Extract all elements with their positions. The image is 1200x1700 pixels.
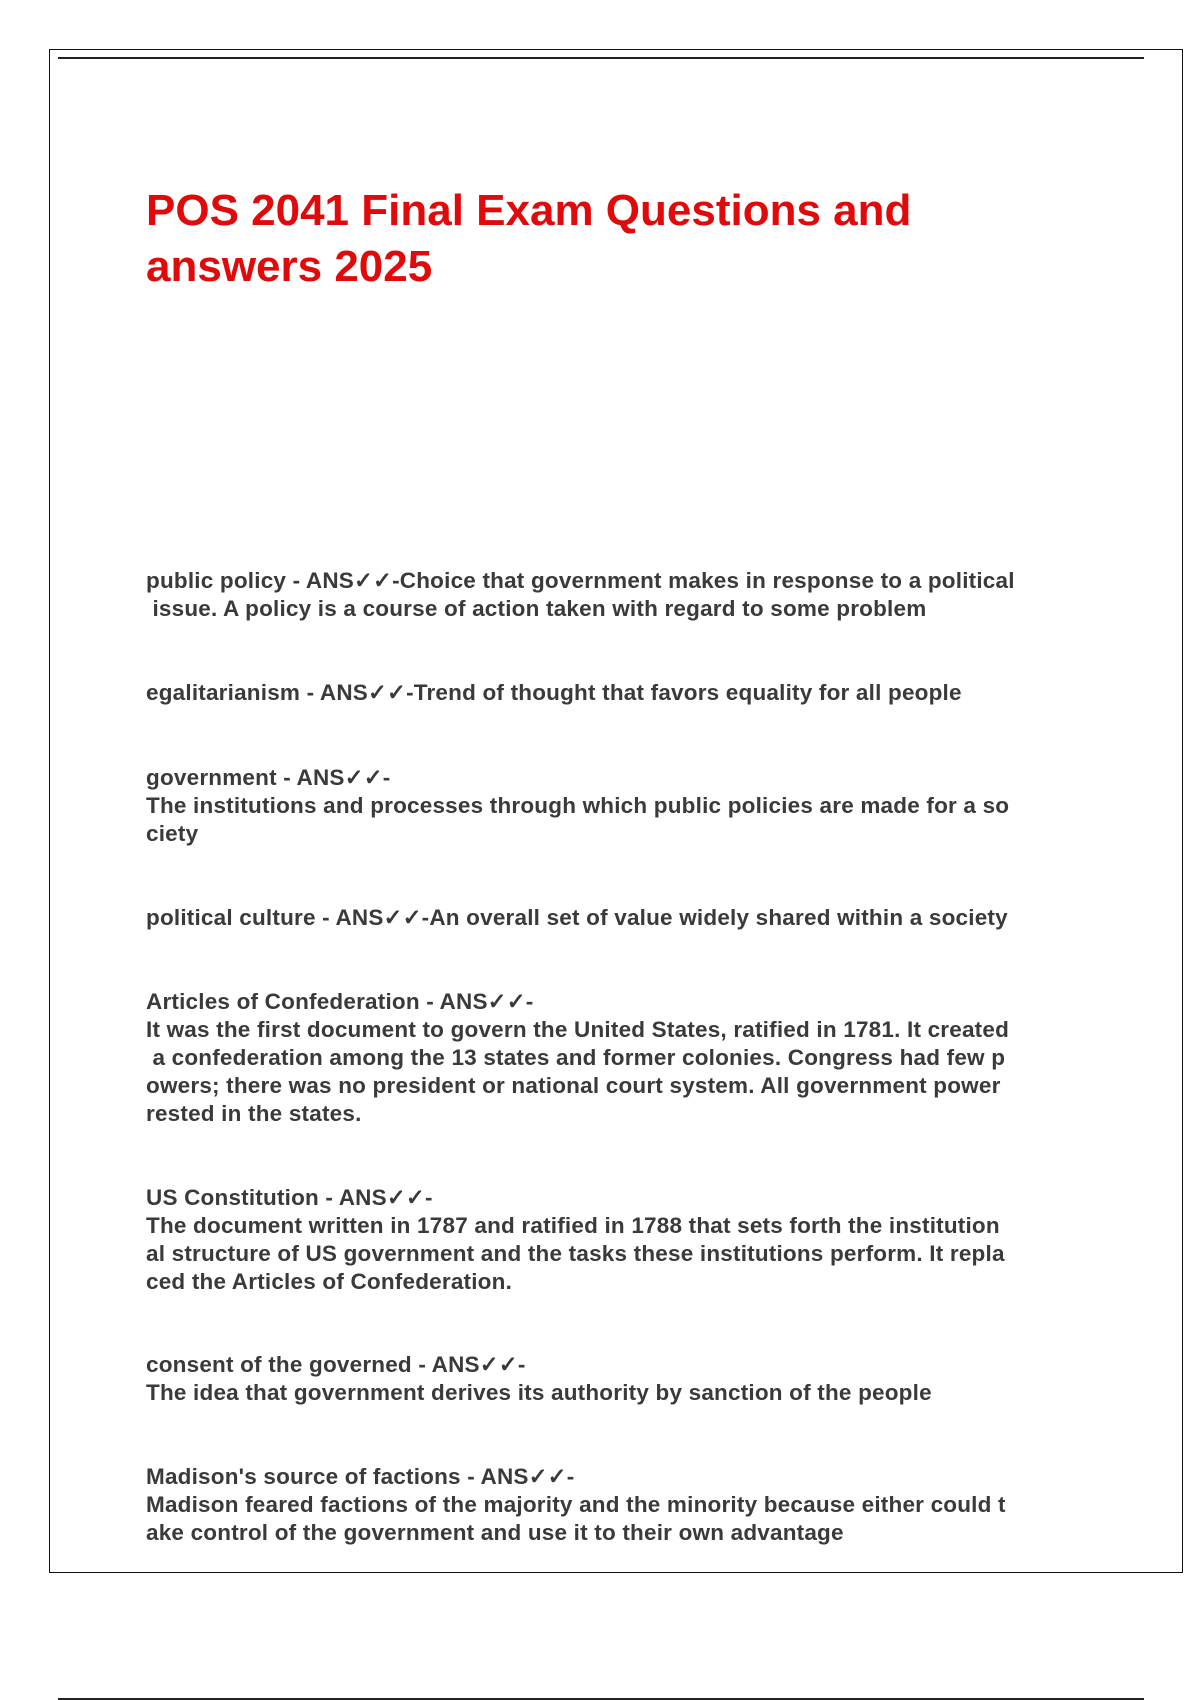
qa-entry-public-policy: public policy - ANS✓✓-Choice that government makes in response to a political issue. A policy is a course of action taken with regard to some problem: [146, 568, 1015, 621]
qa-entry-political-culture: political culture - ANS✓✓-An overall set of value widely shared within a society: [146, 905, 1008, 930]
qa-entry-government: government - ANS✓✓- The institutions and processes through which public policies are made for a so ciety: [146, 765, 1010, 846]
qa-entry-egalitarianism: egalitarianism - ANS✓✓-Trend of thought that favors equality for all people: [146, 680, 962, 705]
document-title: POS 2041 Final Exam Questions and answers 2025: [146, 186, 912, 291]
qa-entry-articles-of-confederation: Articles of Confederation - ANS✓✓- It was the first document to govern the United States, ratified in 1781. It created a confederation among the 13 states and former colonies. Congress had few p owers; there was no president or national court system. All government power rested in the states.: [146, 989, 1010, 1126]
footer-rule: [58, 1698, 1144, 1700]
header-rule: [58, 57, 1144, 59]
qa-entry-consent-of-the-governed: consent of the governed - ANS✓✓- The idea that government derives its authority by sanction of the people: [146, 1352, 932, 1405]
qa-entry-madison-factions: Madison's source of factions - ANS✓✓- Madison feared factions of the majority and the minority because either could t ake control of the government and use it to their own advantage: [146, 1464, 1006, 1545]
qa-entry-us-constitution: US Constitution - ANS✓✓- The document written in 1787 and ratified in 1788 that sets forth the institution al structure of US government and the tasks these institutions perform. It repla ced the Articles of Confederation.: [146, 1185, 1005, 1294]
